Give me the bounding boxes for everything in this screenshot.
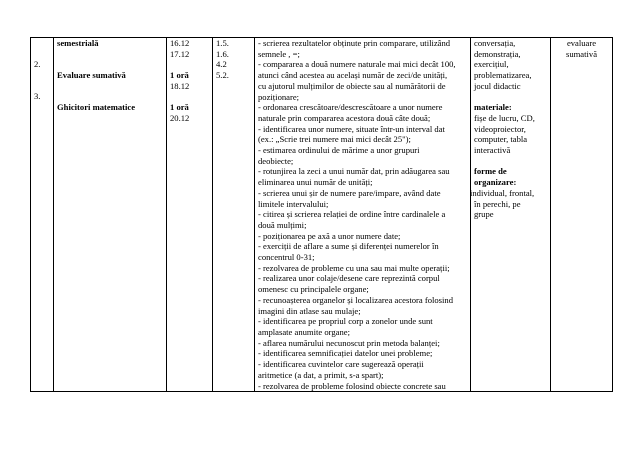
content-line: atunci când acestea au același număr de zeci/de unități, xyxy=(258,70,448,81)
planning-table xyxy=(30,37,613,392)
material: interactivă xyxy=(474,145,511,156)
content-line: poziționare; xyxy=(258,91,300,102)
content-line: omenesc cu principalele organe; xyxy=(258,284,369,295)
content-line: - poziționarea pe axă a unor numere date; xyxy=(258,230,401,241)
content-line: - scrierea unui șir de numere pare/impare, având date xyxy=(258,187,441,198)
lesson-title: semestrială xyxy=(57,38,99,48)
content-line: naturale prin compararea acestora două câte două; xyxy=(258,112,431,123)
evaluation-cell xyxy=(551,38,613,392)
method: jocul didactic xyxy=(474,80,521,91)
organization-form: în perechi, pe xyxy=(474,198,521,209)
material: videoproiector, xyxy=(474,123,526,134)
content-line: două mulțimi; xyxy=(258,219,307,230)
method: exercițiul, xyxy=(474,59,509,70)
week: 17.12 xyxy=(170,48,190,59)
organization-form: grupe xyxy=(474,209,494,220)
content-line: - ordonarea crescătoare/descrescătoare a unor numere xyxy=(258,102,443,113)
hours: 1 oră xyxy=(170,70,189,81)
week: 16.12 xyxy=(170,38,190,48)
evaluation-text: sumativă xyxy=(565,48,598,59)
content-line: semnele , =; xyxy=(258,48,300,59)
organization-form: individual, frontal, xyxy=(470,187,535,198)
content-line: - estimarea ordinului de mărime a unor grupuri xyxy=(258,145,420,156)
week: 18.12 xyxy=(170,80,190,91)
resources-cell xyxy=(471,38,551,392)
content-line: - scrierea rezultatelor obținute prin comparare, utilizând xyxy=(258,38,451,48)
forms-heading: organizare: xyxy=(474,177,517,188)
content-line: - rezolvarea de probleme folosind obiecte concrete sau xyxy=(258,380,446,391)
competency: 1.5. xyxy=(216,38,229,48)
week: 20.12 xyxy=(170,112,190,123)
content-line: eliminarea unui număr de unități; xyxy=(258,177,373,188)
content-line: aritmetice (a dat, a primit, s-a spart); xyxy=(258,369,384,380)
hours-weeks-cell xyxy=(167,38,213,392)
title-cell xyxy=(54,38,167,392)
content-line: - identificarea unor numere, situate într-un interval dat xyxy=(258,123,445,134)
content-line: - rezolvarea de probleme cu una sau mai multe operații; xyxy=(258,262,450,273)
method: problematizarea, xyxy=(474,70,532,81)
content-line: - identificarea cuvintelor care sugerează operații xyxy=(258,359,424,370)
row-number: 2. xyxy=(34,59,41,70)
forms-heading: forme de xyxy=(474,166,507,177)
content-line: - compararea a două numere naturale mai mici decât 100, xyxy=(258,59,456,70)
content-line: (ex.: „Scrie trei numere mai mici decât 25"); xyxy=(258,134,411,145)
competencies-cell xyxy=(213,38,255,392)
content-line: limitele intervalului; xyxy=(258,198,329,209)
content-line: - rotunjirea la zeci a unui număr dat, prin adăugarea sau xyxy=(258,166,450,177)
content-line: amplasate anumite organe; xyxy=(258,326,350,337)
table-row xyxy=(31,38,613,392)
content-line: - citirea și scrierea relației de ordine între cardinalele a xyxy=(258,209,446,220)
number-cell xyxy=(31,38,54,392)
content-cell xyxy=(255,38,471,392)
lesson-title: Evaluare sumativă xyxy=(57,70,126,81)
materials-heading: materiale: xyxy=(474,102,512,113)
content-line: - identificarea semnificației datelor unei probleme; xyxy=(258,348,433,359)
competency: 1.6. xyxy=(216,48,229,59)
content-line: concentrul 0-31; xyxy=(258,252,315,263)
competency: 5.2. xyxy=(216,70,229,81)
evaluation-text: evaluare xyxy=(566,38,597,48)
content-line: - recunoașterea organelor și localizarea acestora folosind xyxy=(258,294,454,305)
content-line: imagini din atlase sau mulaje; xyxy=(258,305,361,316)
content-line: - realizarea unor colaje/desene care reprezintă corpul xyxy=(258,273,440,284)
competency: 4.2 xyxy=(216,59,227,70)
material: computer, tabla xyxy=(474,134,528,145)
row-number: 3. xyxy=(34,91,41,102)
material: fișe de lucru, CD, xyxy=(474,112,535,123)
content-line: cu ajutorul mulțimilor de obiecte sau al numărătorii de xyxy=(258,80,446,91)
method: demonstrația, xyxy=(474,48,521,59)
method: conversația, xyxy=(474,38,516,48)
lesson-title: Ghicitori matematice xyxy=(57,102,136,113)
content-line: deobiecte; xyxy=(258,155,294,166)
content-line: - exerciții de aflare a sume și diferenței numerelor în xyxy=(258,241,439,252)
hours: 1 oră xyxy=(170,102,189,113)
content-line: - identificarea pe propriul corp a zonelor unde sunt xyxy=(258,316,433,327)
content-line: - aflarea numărului necunoscut prin metoda balanței; xyxy=(258,337,440,348)
